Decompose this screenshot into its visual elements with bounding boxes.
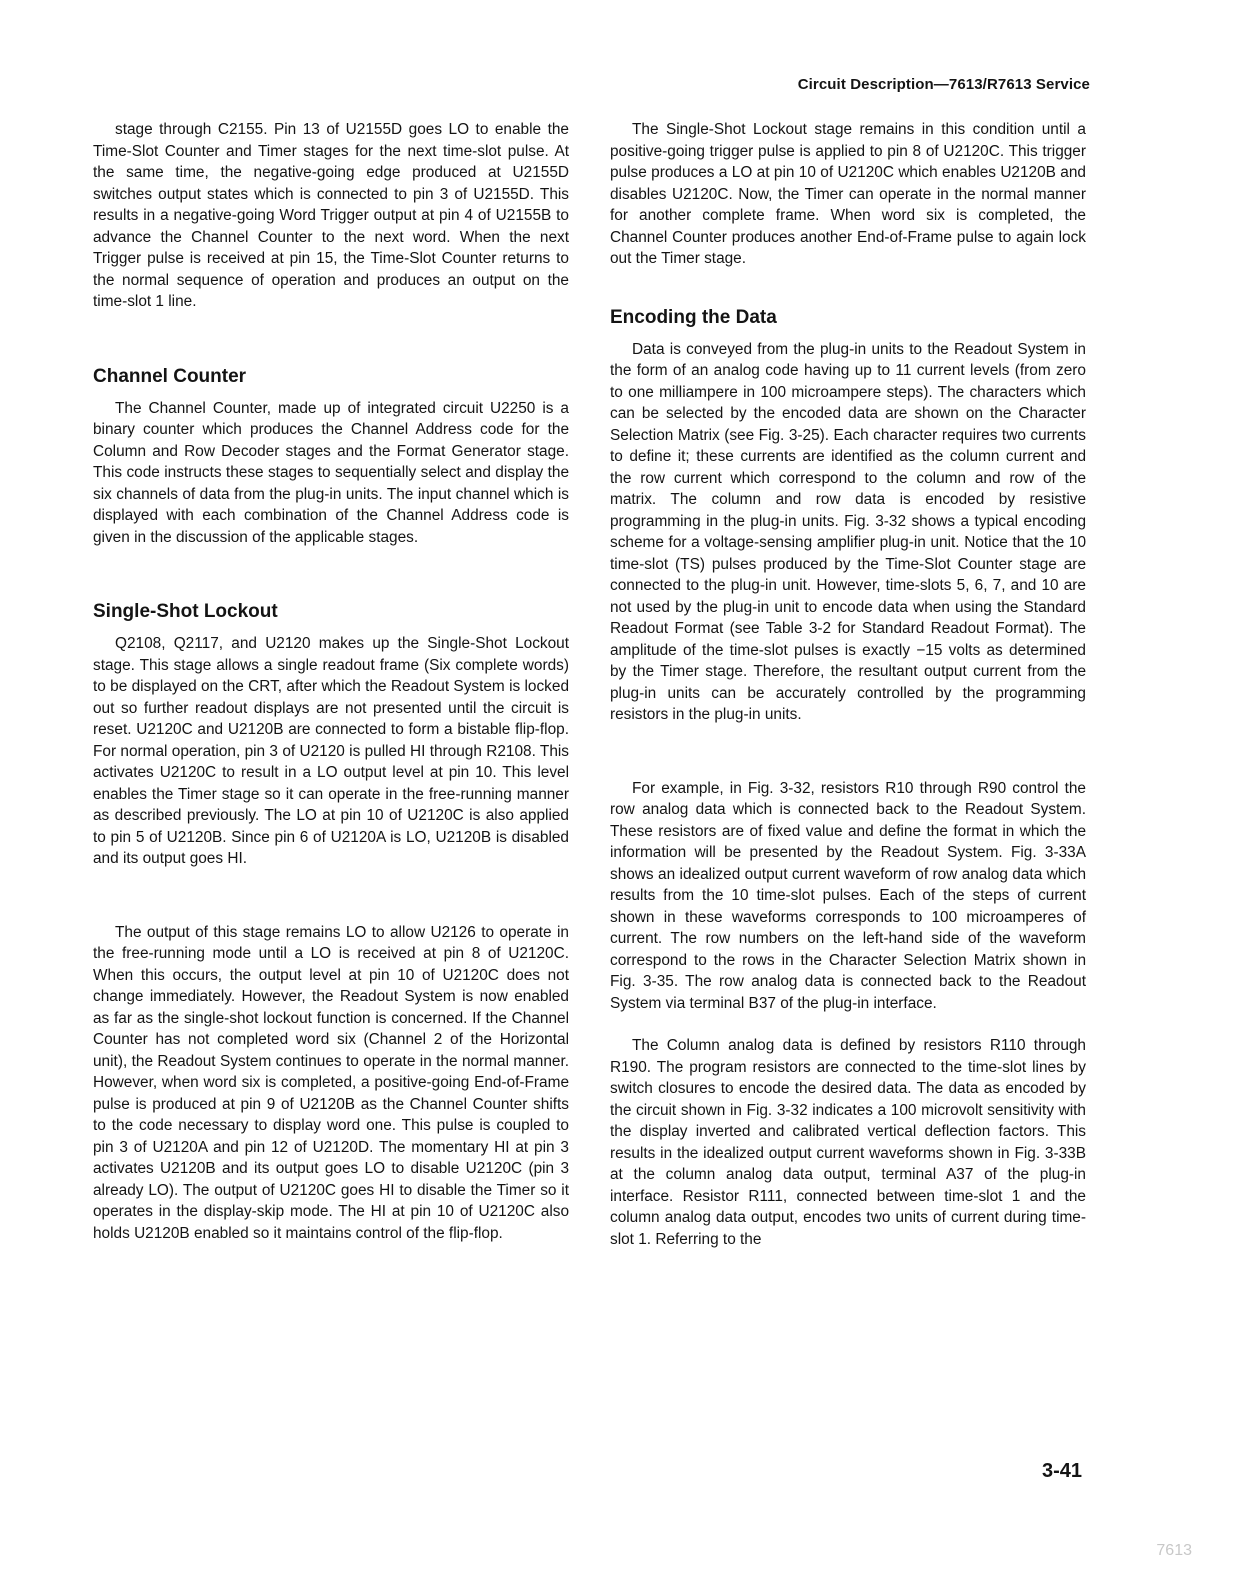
right-column xyxy=(610,119,1086,1250)
paragraph: For example, in Fig. 3-32, resistors R10 through R90 control the row analog data which is connected back to the Readout System. These resistors are of fixed value and define the format in which the information will be presented by the Readout System. Fig. 3-33A shows an idealized output current waveform of row analog data which results from the 10 time-slot pulses. Each of the steps of current shown in these waveforms corresponds to 100 microamperes of current. The row numbers on the left-hand side of the waveform correspond to the rows in the Character Selection Matrix shown in Fig. 3-35. The row analog data is connected back to the Readout System via terminal B37 of the plug-in interface. xyxy=(610,779,1086,1012)
paragraph: Data is conveyed from the plug-in units to the Readout System in the form of an analog code having up to 11 current levels (from zero to one milliampere in 100 microampere steps). The characters which can be selected by the encoded data are shown on the Character Selection Matrix (see Fig. 3-25). Each character requires two currents to define it; these currents are identified as the column current and the row current which correspond to the column and row of the matrix. The column and row data is encoded by resistive programming in the plug-in units. Fig. 3-32 shows a typical encoding scheme for a voltage-sensing amplifier plug-in unit. Notice that the 10 time-slot (TS) pulses produced by the Time-Slot Counter stage are connected to the plug-in unit. However, time-slots 5, 6, 7, and 10 are not used by the plug-in unit to encode data when using the Standard Readout Format (see Table 3-2 for Standard Readout Format). The amplitude of the time-slot pulses is exactly −15 volts as determined by the Timer stage. Therefore, the resultant output current from the plug-in units can be accurately controlled by the programming resistors in the plug-in units. xyxy=(610,340,1086,723)
section-heading-single-shot-lockout: Single-Shot Lockout xyxy=(93,601,278,622)
paragraph: The Channel Counter, made up of integrated circuit U2250 is a binary counter which produces the Channel Address code for the Column and Row Decoder stages and the Format Generator stage. This code instructs these stages to sequentially select and display the six channels of data from the plug-in units. The input channel which is displayed with each combination of the Channel Address code is given in the discussion of the applicable stages. xyxy=(93,399,569,546)
paragraph: The Single-Shot Lockout stage remains in this condition until a positive-going trigger pulse is applied to pin 8 of U2120C. This trigger pulse produces a LO at pin 10 of U2120C which enables U2120B and disables U2120C. Now, the Timer can operate in the normal manner for another complete frame. When word six is completed, the Channel Counter produces another End-of-Frame pulse to again lock out the Timer stage. xyxy=(610,121,1086,267)
section-heading-channel-counter: Channel Counter xyxy=(93,365,247,387)
paragraph: The Column analog data is defined by resistors R110 through R190. The program resistors are connected to the time-slot lines by switch closures to encode the desired data. The data as encoded by the circuit shown in Fig. 3-32 indicates a 100 microvolt sensitivity with the display inverted and calibrated vertical deflection factors. This results in the idealized output current waveforms shown in Fig. 3-33B at the column analog data output, terminal A37 of the plug-in interface. Resistor R111, connected between time-slot 1 and the column analog data output, encodes two units of current during time-slot 1. Referring to the xyxy=(610,1037,1086,1248)
paragraph: stage through C2155. Pin 13 of U2155D goes LO to enable the Time-Slot Counter and Timer stages for the next time-slot pulse. At the same time, the negative-going edge produced at U2155D switches output states which is connected to pin 3 of U2155D. This results in a negative-going Word Trigger output at pin 4 of U2155B to advance the Channel Counter to the next word. When the next Trigger pulse is received at pin 15, the Time-Slot Counter returns to the normal sequence of operation and produces an output on the time-slot 1 line. xyxy=(93,121,569,310)
section-heading-encoding-the-data: Encoding the Data xyxy=(610,306,777,328)
paragraph: The output of this stage remains LO to allow U2126 to operate in the free-running mode until a LO is received at pin 8 of U2120C. When this occurs, the output level at pin 10 of U2120C does not change immediately. However, the Readout System is now enabled as far as the single-shot lockout function is concerned. If the Channel Counter has not completed word six (Channel 2 of the Horizontal unit), the Readout System continues to operate in the normal manner. However, when word six is completed, a positive-going End-of-Frame pulse is produced at pin 9 of U2120B as the Channel Counter shifts to the code necessary to display word one. This pulse is coupled to pin 3 of U2120A and pin 12 of U2120D. The momentary HI at pin 3 activates U2120B and its output goes LO to disable U2120C (pin 3 already LO). The output of U2120C goes HI to disable the Timer so it operates in the display-skip mode. The HI at pin 10 of U2120C also holds U2120B enabled so it maintains control of the flip-flop. xyxy=(93,923,569,1242)
watermark: 7613 xyxy=(1156,1542,1192,1559)
left-column xyxy=(93,119,569,1244)
page-number: 3-41 xyxy=(1041,1460,1082,1482)
running-head: Circuit Description—7613/R7613 Service xyxy=(797,76,1090,93)
paragraph: Q2108, Q2117, and U2120 makes up the Single-Shot Lockout stage. This stage allows a single readout frame (Six complete words) to be displayed on the CRT, after which the Readout System is locked out so further readout displays are not presented until the circuit is reset. U2120C and U2120B are connected to form a bistable flip-flop. For normal operation, pin 3 of U2120 is pulled HI through R2108. This activates U2120C to result in a LO output level at pin 10. This level enables the Timer stage so it can operate in the free-running manner as described previously. The LO at pin 10 of U2120C is also applied to pin 5 of U2120B. Since pin 6 of U2120A is LO, U2120B is disabled and its output goes HI. xyxy=(93,635,569,867)
